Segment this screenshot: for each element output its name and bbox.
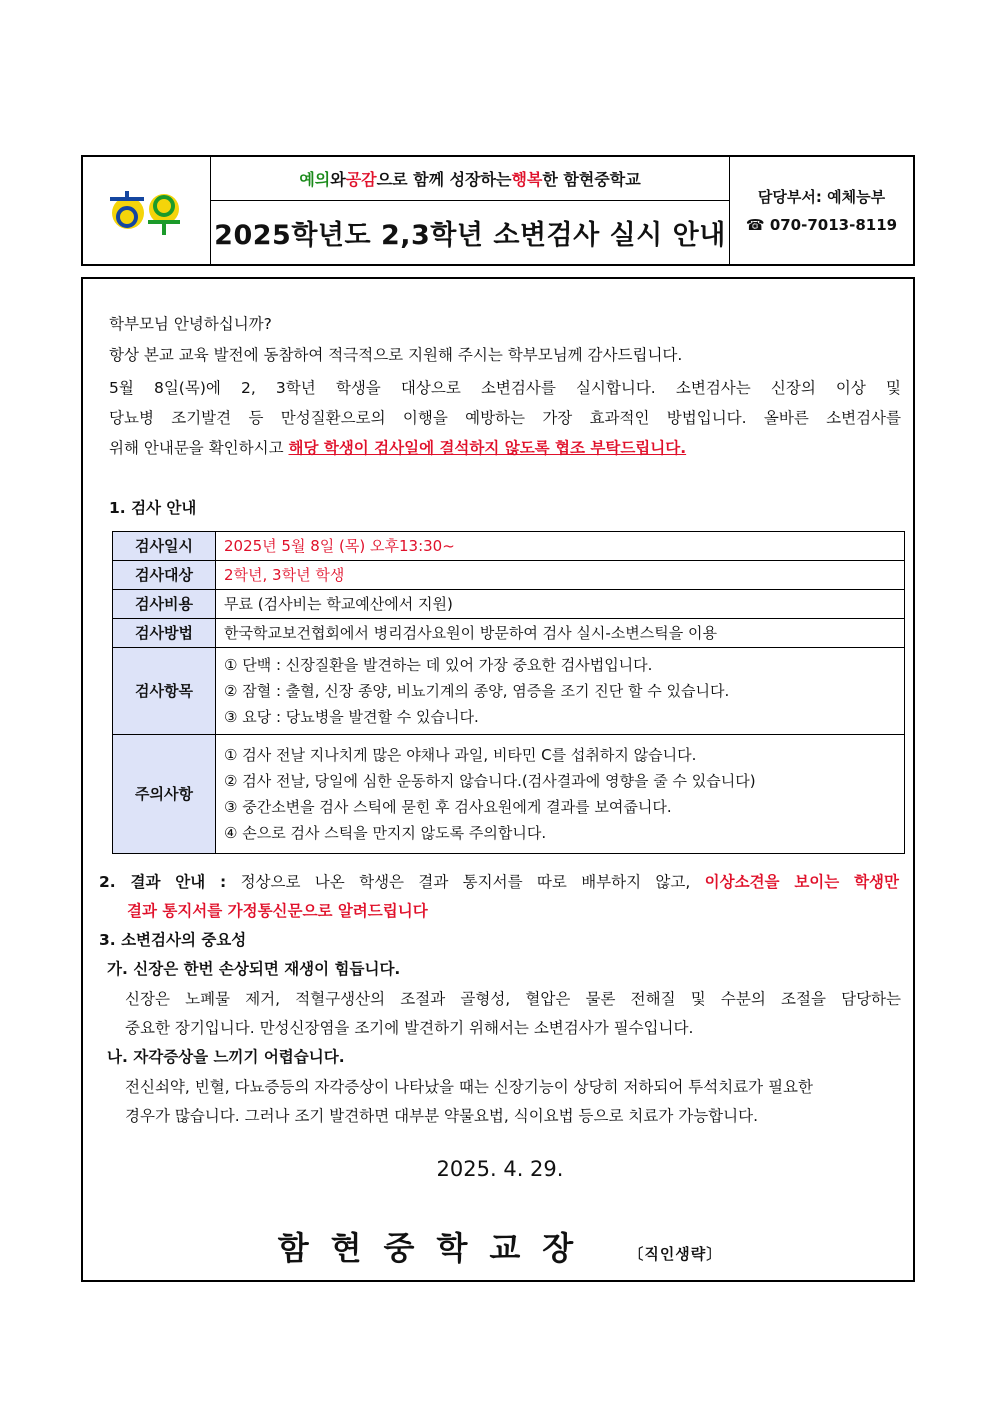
table-row: 검사일시 2025년 5월 8일 (목) 오후13:30~ <box>113 532 905 561</box>
list-item: ① 단백 : 신장질환을 발견하는 데 있어 가장 중요한 검사법입니다. <box>224 656 653 674</box>
exam-info-table <box>112 531 905 854</box>
intro-line: 당뇨병 조기발견 등 만성질환으로의 이행을 예방하는 가장 효과적인 방법입니다. 올바른 소변검사를 <box>109 409 901 427</box>
table-row: 주의사항 ① 검사 전날 지나치게 많은 야채나 과일, 비타민 C를 섭취하지 않습니다. ② 검사 전날, 당일에 심한 운동하지 않습니다.(검사결과에 영향을 줄 수 있습니다) ③ 중간소변을 검사 스틱에 묻힌 후 검사요원에게 결과를 보여줍니다. ④ 손으로 검사 스틱을 만지지 않도록 주의합니다. <box>113 735 905 854</box>
list-item: ① 검사 전날 지나치게 많은 야채나 과일, 비타민 C를 섭취하지 않습니다. <box>224 746 697 764</box>
section-2: 2. 결과 안내 : 정상으로 나온 학생은 결과 통지서를 따로 배부하지 않고, 이상소견을 보이는 학생만 <box>99 873 899 891</box>
intro-line: 위해 안내문을 확인하시고 해당 학생이 검사일에 결석하지 않도록 협조 부탁드립니다. <box>109 439 687 457</box>
table-row: 검사항목 ① 단백 : 신장질환을 발견하는 데 있어 가장 중요한 검사법입니다. ② 잠혈 : 출혈, 신장 종양, 비뇨기계의 종양, 염증을 조기 진단 할 수 있습니다. ③ 요당 : 당뇨병을 발견할 수 있습니다. <box>113 648 905 735</box>
seal-omitted-note: 〔직인생략〕 <box>628 1245 723 1263</box>
list-item: ④ 손으로 검사 스틱을 만지지 않도록 주의합니다. <box>224 824 547 842</box>
main-content-box <box>81 277 915 1282</box>
school-logo-icon <box>108 183 186 239</box>
document-title: 2025학년도 2,3학년 소변검사 실시 안내 <box>214 220 726 251</box>
section-1-heading: 1. 검사 안내 <box>109 499 197 517</box>
section-3-heading: 3. 소변검사의 중요성 <box>99 931 247 949</box>
paragraph-a: 중요한 장기입니다. 만성신장염을 조기에 발견하기 위해서는 소변검사가 필수입니다. <box>125 1019 694 1037</box>
document-date: 2025. 4. 29. <box>436 1157 564 1181</box>
section-2-heading: 2. 결과 안내 : <box>99 873 227 891</box>
table-row: 검사비용 무료 (검사비는 학교예산에서 지원) <box>113 590 905 619</box>
intro-line: 5월 8일(목)에 2, 3학년 학생을 대상으로 소변검사를 실시합니다. 소변검사는 신장의 이상 및 <box>109 379 901 397</box>
subheading-a: 가. 신장은 한번 손상되면 재생이 힘듭니다. <box>107 960 401 978</box>
section-2-note: 결과 통지서를 가정통신문으로 알려드립니다 <box>127 902 428 920</box>
list-item: ③ 요당 : 당뇨병을 발견할 수 있습니다. <box>224 708 479 726</box>
intro-line: 항상 본교 교육 발전에 동참하여 적극적으로 지원해 주시는 학부모님께 감사드립니다. <box>109 346 683 364</box>
paragraph-a: 신장은 노폐물 제거, 적혈구생산의 조절과 골형성, 혈압은 물론 전해질 및 수분의 조절을 담당하는 <box>125 990 901 1008</box>
paragraph-b: 전신쇠약, 빈혈, 다뇨증등의 자각증상이 나타났을 때는 신장기능이 상당히 저하되어 투석치료가 필요한 <box>125 1078 813 1096</box>
department-label: 담당부서: 예체능부 <box>757 187 886 206</box>
phone-number: ☎ 070-7013-8119 <box>745 215 898 234</box>
list-item: ③ 중간소변을 검사 스틱에 묻힌 후 검사요원에게 결과를 보여줍니다. <box>224 798 672 816</box>
paragraph-b: 경우가 많습니다. 그러나 조기 발견하면 대부분 약물요법, 식이요법 등으로 치료가 가능합니다. <box>125 1107 759 1125</box>
school-slogan: 예의 와 공감 으로 함께 성장하는 행복 한 함현중학교 <box>211 157 729 201</box>
list-item: ② 잠혈 : 출혈, 신장 종양, 비뇨기계의 종양, 염증을 조기 진단 할 수 있습니다. <box>224 682 730 700</box>
list-item: ② 검사 전날, 당일에 심한 운동하지 않습니다.(검사결과에 영향을 줄 수 있습니다) <box>224 772 756 790</box>
table-row: 검사대상 2학년, 3학년 학생 <box>113 561 905 590</box>
school-logo <box>83 157 211 264</box>
contact-info <box>730 157 913 264</box>
principal-signature: 함현중학교장 〔직인생략〕 <box>277 1229 723 1267</box>
subheading-b: 나. 자각증상을 느끼기 어렵습니다. <box>107 1048 345 1066</box>
attendance-request: 해당 학생이 검사일에 결석하지 않도록 협조 부탁드립니다. <box>288 439 687 457</box>
greeting: 학부모님 안녕하십니까? <box>109 315 272 333</box>
header-box <box>81 155 915 266</box>
table-row: 검사방법 한국학교보건협회에서 병리검사요원이 방문하여 검사 실시-소변스틱을 이용 <box>113 619 905 648</box>
